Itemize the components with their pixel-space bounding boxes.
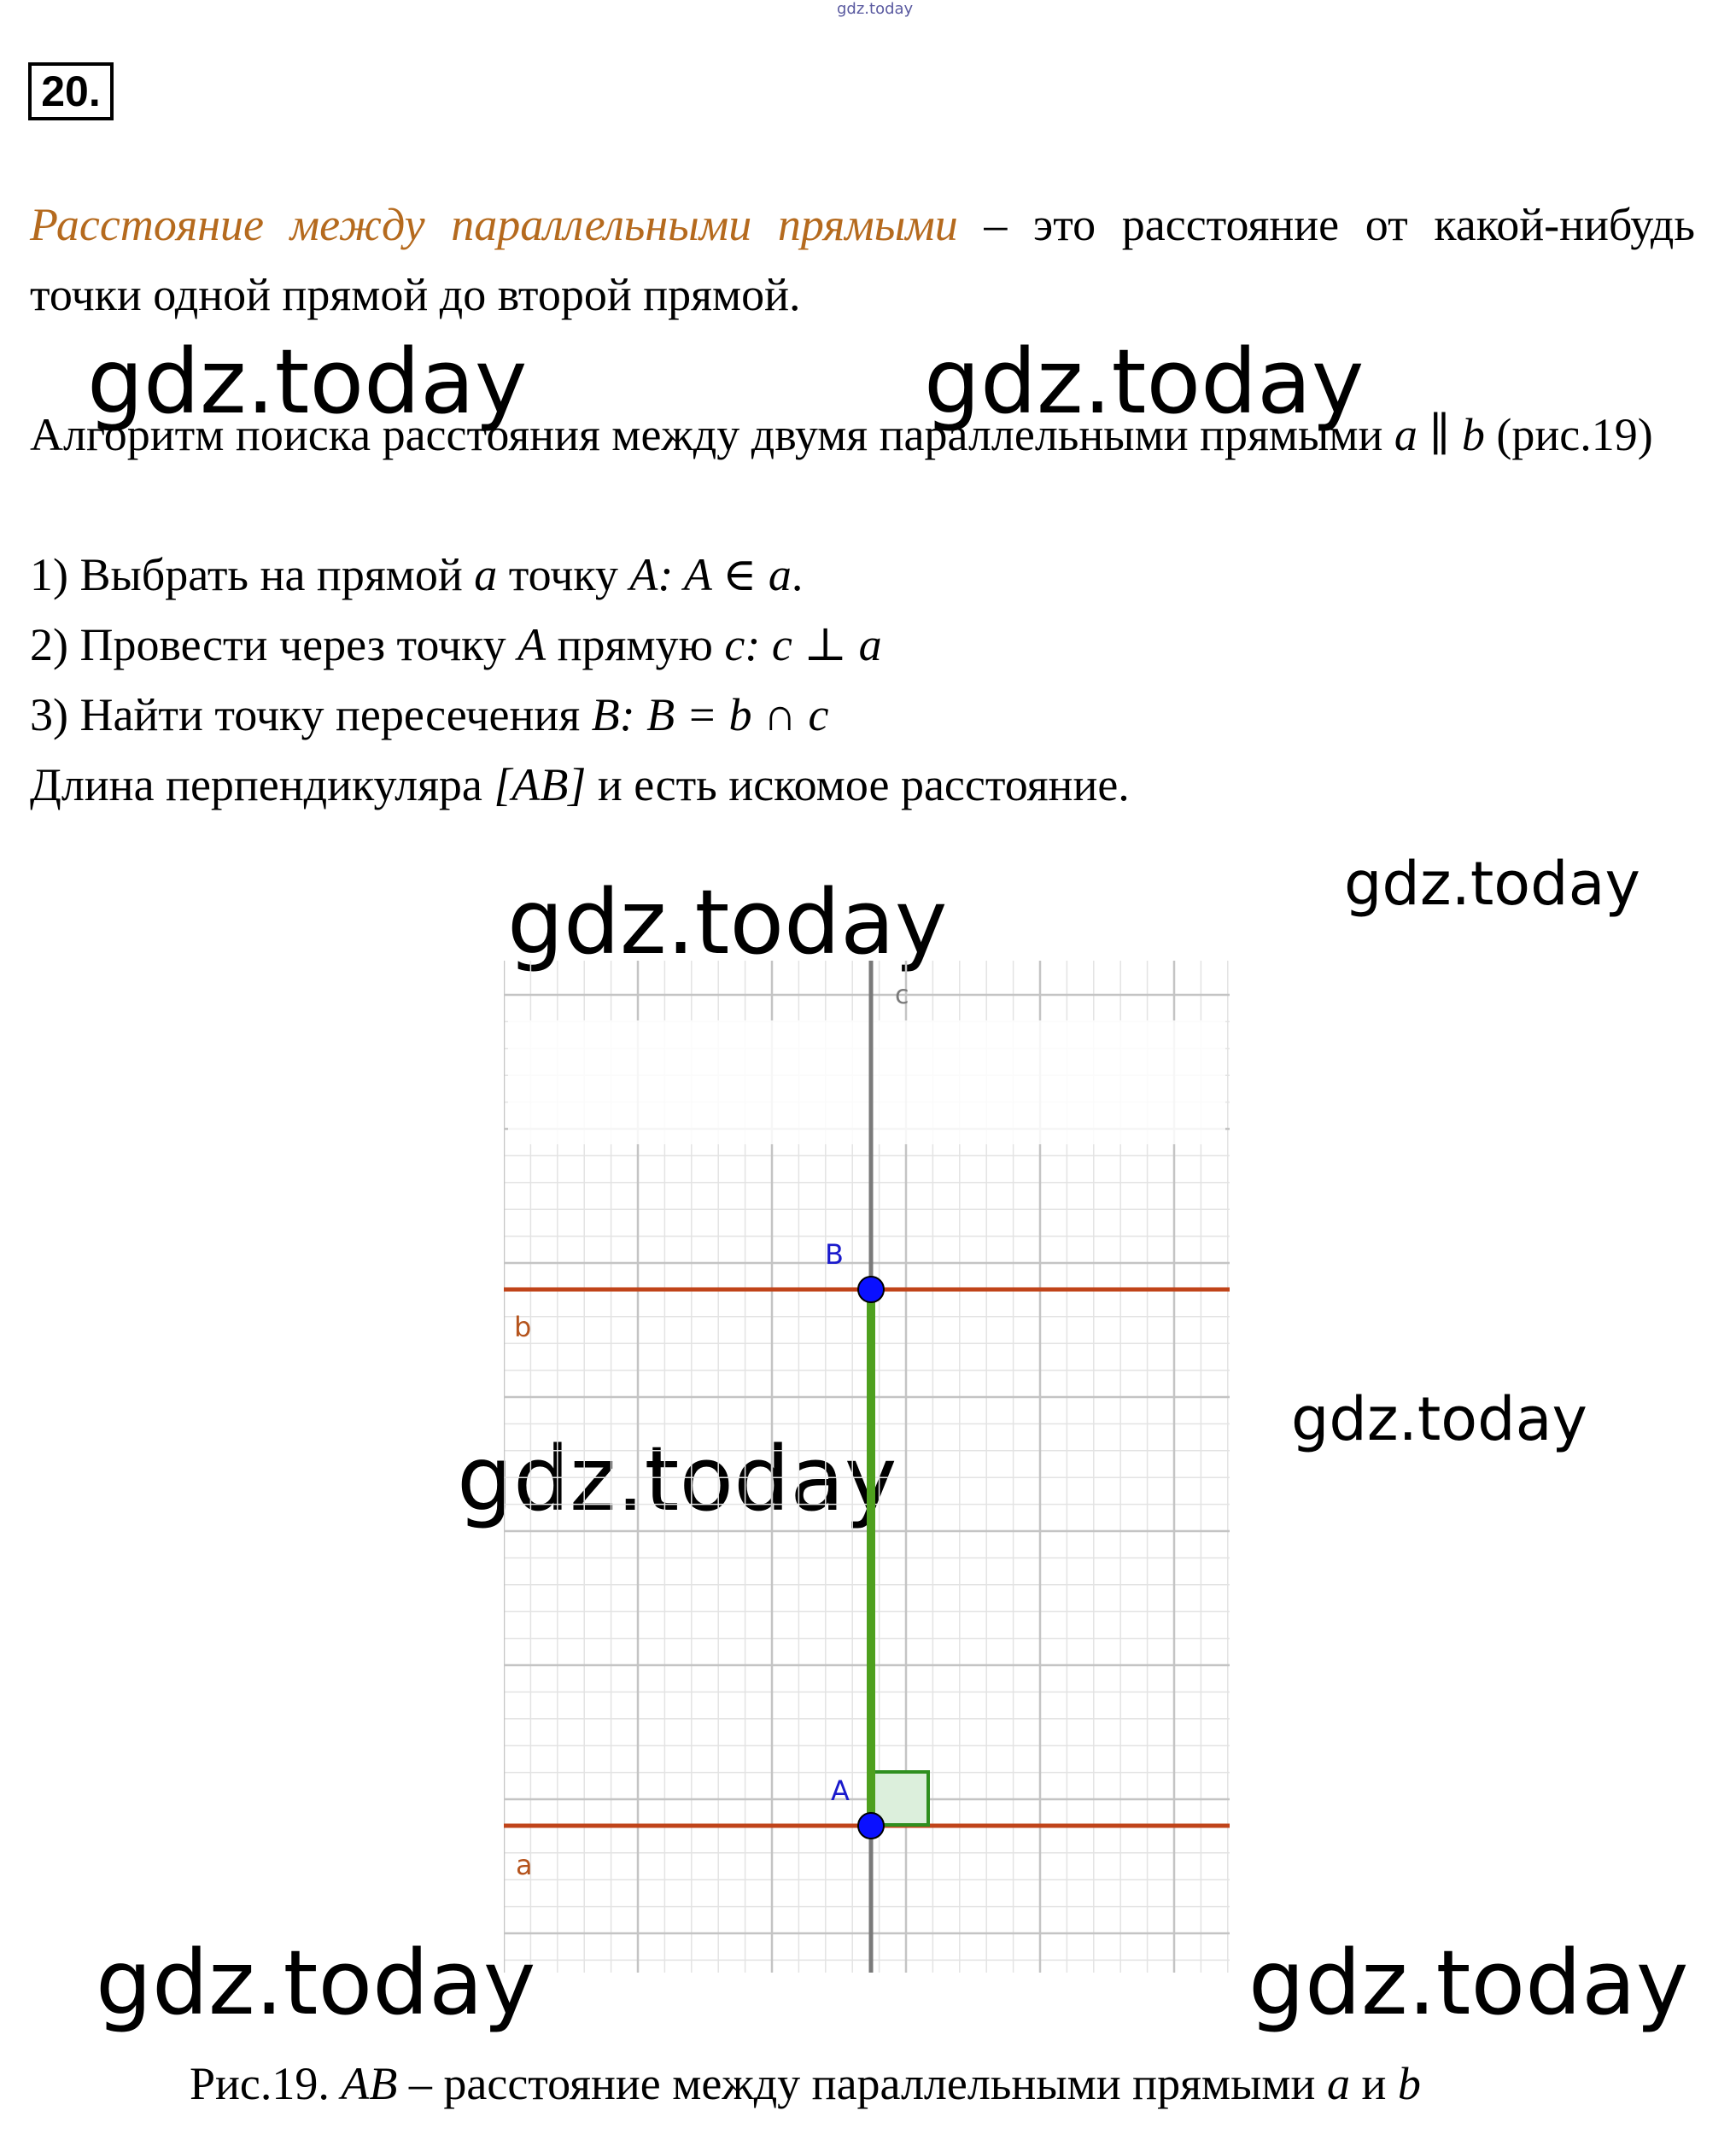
step-1-end: .	[791, 549, 804, 600]
step-1-var: a	[474, 549, 498, 600]
algorithm-conclusion	[30, 750, 1130, 820]
step-3-text: 3) Найти точку пересечения	[30, 689, 592, 740]
point-b	[858, 1277, 884, 1302]
line-a-label: a	[516, 1849, 533, 1881]
watermark: gdz.today	[1344, 849, 1640, 919]
caption-math-a: a	[1326, 2058, 1350, 2109]
caption-middle: – расстояние между параллельными прямыми	[397, 2058, 1327, 2109]
definition-paragraph	[30, 190, 1695, 330]
step-2-var: A	[517, 619, 547, 670]
watermark: gdz.today	[457, 1427, 897, 1531]
figure-caption	[190, 2049, 1421, 2119]
step-1-text: 1) Выбрать на прямой	[30, 549, 475, 600]
algorithm-step-3	[30, 680, 829, 750]
step-3-math: B: B = b ∩ c	[591, 689, 829, 740]
watermark: gdz.today	[96, 1931, 536, 2035]
conclusion-end: и есть искомое расстояние.	[586, 759, 1130, 810]
point-b-label: B	[825, 1238, 844, 1271]
task-number: 20.	[28, 62, 114, 120]
point-a	[858, 1813, 884, 1839]
watermark: gdz.today	[87, 330, 528, 434]
definition-text: – это расстояние от какой-нибудь точки одной прямой до второй прямой.	[30, 199, 1696, 320]
algorithm-intro-text: Алгоритм поиска расстояния между двумя параллельными прямыми	[30, 409, 1394, 460]
figure-19-diagram	[504, 961, 1230, 1973]
algorithm-step-2	[30, 610, 882, 680]
watermark: gdz.today	[924, 330, 1365, 434]
caption-and: и	[1349, 2058, 1398, 2109]
algorithm-intro-math: a ∥ b	[1394, 409, 1485, 460]
definition-term: Расстояние между параллельными прямыми	[30, 199, 958, 250]
caption-math-b: b	[1397, 2058, 1421, 2109]
step-1-math: A: A ∈ a	[629, 549, 792, 600]
algorithm-step-1	[30, 540, 803, 610]
watermark: gdz.today	[507, 870, 948, 974]
line-c-label: c	[895, 980, 909, 1010]
caption-math-ab: AB	[341, 2058, 398, 2109]
line-b-label: b	[514, 1311, 532, 1343]
algorithm-intro-ref: (рис.19)	[1484, 409, 1653, 460]
caption-prefix: Рис.19.	[190, 2058, 342, 2109]
watermark: gdz.today	[1291, 1384, 1587, 1454]
conclusion-math: [AB]	[494, 759, 587, 810]
step-1-mid: точку	[497, 549, 630, 600]
step-2-text: 2) Провести через точку	[30, 619, 518, 670]
faded-area	[508, 1020, 1225, 1144]
conclusion-text: Длина перпендикуляра	[30, 759, 494, 810]
point-a-label: A	[831, 1774, 850, 1807]
step-2-mid: прямую	[546, 619, 725, 670]
algorithm-intro	[30, 400, 1695, 470]
watermark: gdz.today	[1248, 1931, 1689, 2035]
step-2-math: c: c ⊥ a	[724, 619, 882, 670]
watermark-top: gdz.today	[837, 0, 914, 18]
